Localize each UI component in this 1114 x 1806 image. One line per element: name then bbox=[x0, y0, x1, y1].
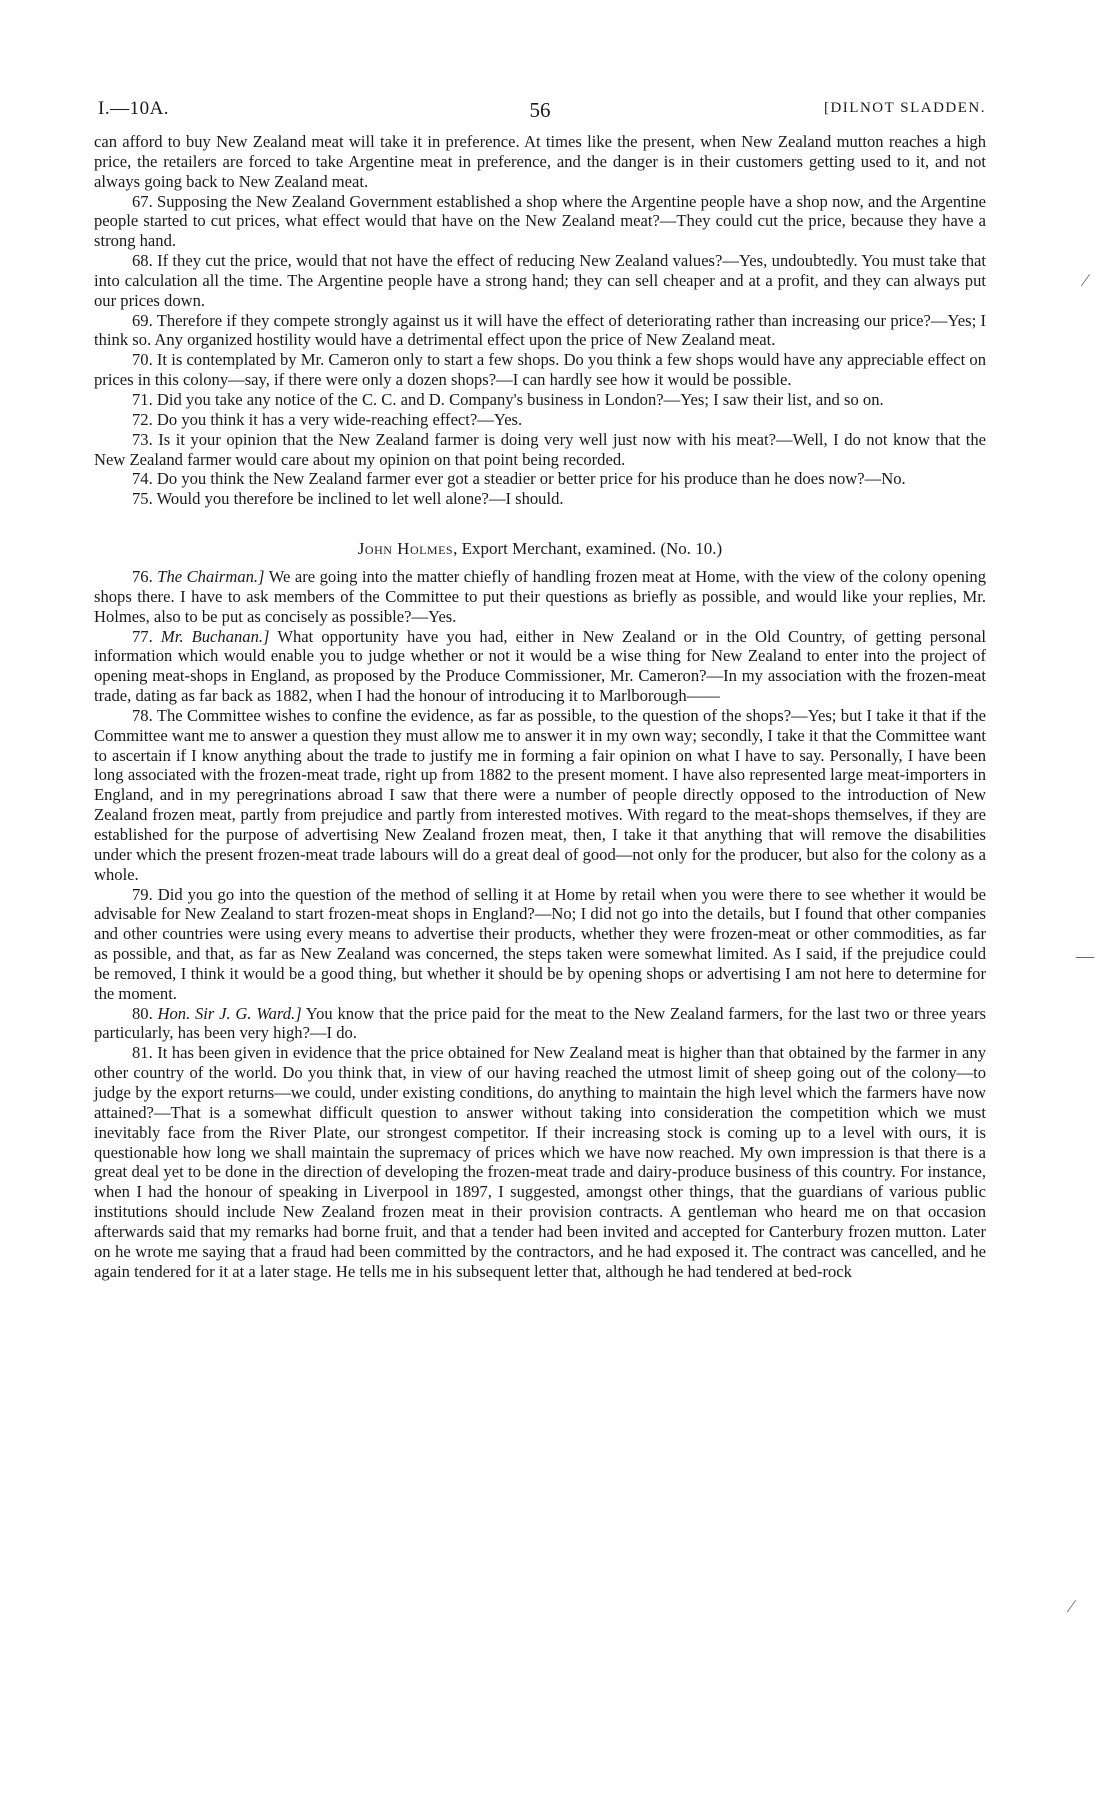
speaker: Hon. Sir J. G. Ward.] bbox=[157, 1003, 302, 1023]
page-header bbox=[94, 98, 986, 132]
paragraph: 70. It is contemplated by Mr. Cameron only to start a few shops. Do you think a few shops would have any appreciable effect on prices in this colony—say, if there were only a dozen shops?—I can hardly see how it would be possible. bbox=[94, 350, 986, 390]
witness-description: , Export Merchant, examined. (No. 10.) bbox=[453, 539, 723, 559]
margin-tick-mark: ∕ bbox=[1070, 1596, 1074, 1616]
margin-tick-mark: — bbox=[1076, 946, 1094, 966]
paragraph-text: It has been given in evidence that the price obtained for New Zealand meat is higher than that obtained by the farmer in any other country of the world. Do you think that, in view of our having reached the utmost limit of sheep going out of the colony—to judge by the export returns—we could, under existing conditions, do anything to maintain the high level which the farmers have now attained?—That is a somewhat difficult question to answer without taking into consideration the competition which we must inevitably face from the River Plate, our strongest competitor. If their increasing stock is coming up to a level with ours, it is questionable how long we shall maintain the supremacy of prices which we have now reached. My own impression is that there is a great deal yet to be done in the direction of developing the frozen-meat trade and dairy-produce business of this country. For instance, when I had the honour of speaking in Liverpool in 1897, I suggested, amongst other things, that the guardians of various public institutions should include New Zealand frozen meat in their provision contracts. A gentleman who heard me on that occasion afterwards said that my remarks had borne fruit, and that a tender had been invited and accepted for Canterbury frozen mutton. Later on he wrote me saying that a fraud had been committed by the contractors, and he had exposed it. The contract was cancelled, and he again tendered for it at a later stage. He tells me in his subsequent letter that, although he had tendered at bed-rock bbox=[94, 1043, 986, 1281]
paragraph-text: Did you go into the question of the method of selling it at Home by retail when you were there to see whether it would be advisable for New Zealand to start frozen-meat shops in England?—No; I did not go into the details, but I found that other companies and other countries were using every means to advertise their products, whether they were frozen-meat or other commodities, as far as possible, and that, as far as New Zealand was concerned, the steps taken were somewhat limited. As I said, if the prejudice could be removed, I think it would be a good thing, but whether it should be by opening shops or advertising I am not here to determine for the moment. bbox=[94, 884, 986, 1003]
paragraph bbox=[94, 627, 986, 706]
question-number: 77. bbox=[132, 626, 153, 646]
question-number: 78. bbox=[132, 705, 153, 725]
paragraph: 67. Supposing the New Zealand Government established a shop where the Argentine people have a shop now, and the Argentine people started to cut prices, what effect would that have on the New Zealand meat?—They could cut the price, because they have a strong hand. bbox=[94, 191, 986, 251]
paragraph: 74. Do you think the New Zealand farmer ever got a steadier or better price for his produce than he does now?—No. bbox=[132, 469, 906, 489]
paragraph bbox=[94, 706, 986, 885]
witness-name: John Holmes bbox=[357, 539, 454, 559]
witness-heading bbox=[94, 539, 986, 559]
margin-tick-mark: ∕ bbox=[1084, 270, 1088, 290]
paragraph: 69. Therefore if they compete strongly against us it will have the effect of deteriorating rather than increasing our price?—Yes; I think so. Any organized hostility would have a detrimental effect upon the price of New Zealand meat. bbox=[94, 310, 986, 350]
paragraph: 71. Did you take any notice of the C. C. and D. Company's business in London?—Yes; I saw their list, and so on. bbox=[132, 389, 884, 409]
paragraph bbox=[94, 1043, 986, 1281]
paragraph: 72. Do you think it has a very wide-reaching effect?—Yes. bbox=[132, 409, 523, 429]
paragraph bbox=[94, 885, 986, 1004]
paragraph: 75. Would you therefore be inclined to let well alone?—I should. bbox=[132, 489, 564, 509]
paragraph-text: We are going into the matter chiefly of handling frozen meat at Home, with the view of the colony opening shops there. I have to ask members of the Committee to put their questions as briefly as possible, and would like your replies, Mr. Holmes, also to be put as concisely as possible?—Yes. bbox=[94, 567, 986, 626]
question-number: 76. bbox=[132, 567, 153, 587]
witness-running-head: [DILNOT SLADDEN. bbox=[823, 100, 986, 116]
page-number: 56 bbox=[529, 98, 551, 122]
paragraph bbox=[94, 567, 986, 627]
paragraph bbox=[94, 1004, 986, 1044]
paragraph-text: What opportunity have you had, either in New Zealand or in the Old Country, of getting personal information which would enable you to judge whether or not it would be a wise thing for New Zealand to enter into the project of opening meat-shops in England, as proposed by the Produce Commissioner, Mr. Cameron?—In my association with the frozen-meat trade, dating as far back as 1882, when I had the honour of introducing it to Marlborough—— bbox=[94, 626, 986, 706]
paper-reference: I.—10A. bbox=[98, 98, 170, 119]
speaker: Mr. Buchanan.] bbox=[160, 626, 270, 646]
paragraph-text: You know that the price paid for the meat to the New Zealand farmers, for the last two or three years particularly, has been very high?—I do. bbox=[94, 1003, 986, 1043]
paragraph: can afford to buy New Zealand meat will take it in preference. At times like the present, when New Zealand mutton reaches a high price, the retailers are forced to take Argentine meat in preference, and the danger is in their customers getting used to it, and not always going back to New Zealand meat. bbox=[94, 132, 986, 191]
body-text bbox=[94, 132, 986, 1281]
question-number: 79. bbox=[132, 884, 153, 904]
speaker: The Chairman.] bbox=[157, 567, 265, 587]
paragraph-text: The Committee wishes to confine the evidence, as far as possible, to the question of the shops?—Yes; but I take it that if the Committee want me to answer a question they must allow me to answer it in my own way; secondly, I take it that the Committee want to ascertain if I know anything about the trade to justify me in forming a fair opinion on what I have to say. Personally, I have been long associated with the frozen-meat trade, right up from 1882 to the present moment. I have also represented large meat-importers in England, and in my peregrinations abroad I saw that there were a number of people directly opposed to the introduction of New Zealand frozen meat, partly from prejudice and partly from interested motives. With regard to the meat-shops themselves, if they are established for the purpose of advertising New Zealand frozen meat, then, I take it that anything that will remove the disabilities under which the present frozen-meat trade labours will do a great deal of good—not only for the producer, but also for the colony as a whole. bbox=[94, 705, 986, 884]
paragraph: 73. Is it your opinion that the New Zealand farmer is doing very well just now with his meat?—Well, I do not know that the New Zealand farmer would care about my opinion on that point being recorded. bbox=[94, 429, 986, 469]
question-number: 80. bbox=[132, 1003, 153, 1023]
document-page bbox=[94, 98, 986, 1281]
question-number: 81. bbox=[132, 1043, 153, 1063]
paragraph: 68. If they cut the price, would that not have the effect of reducing New Zealand values?—Yes, undoubtedly. You must take that into calculation all the time. The Argentine people have a strong hand; they can sell cheaper and at a profit, and they can always put our prices down. bbox=[94, 251, 986, 310]
